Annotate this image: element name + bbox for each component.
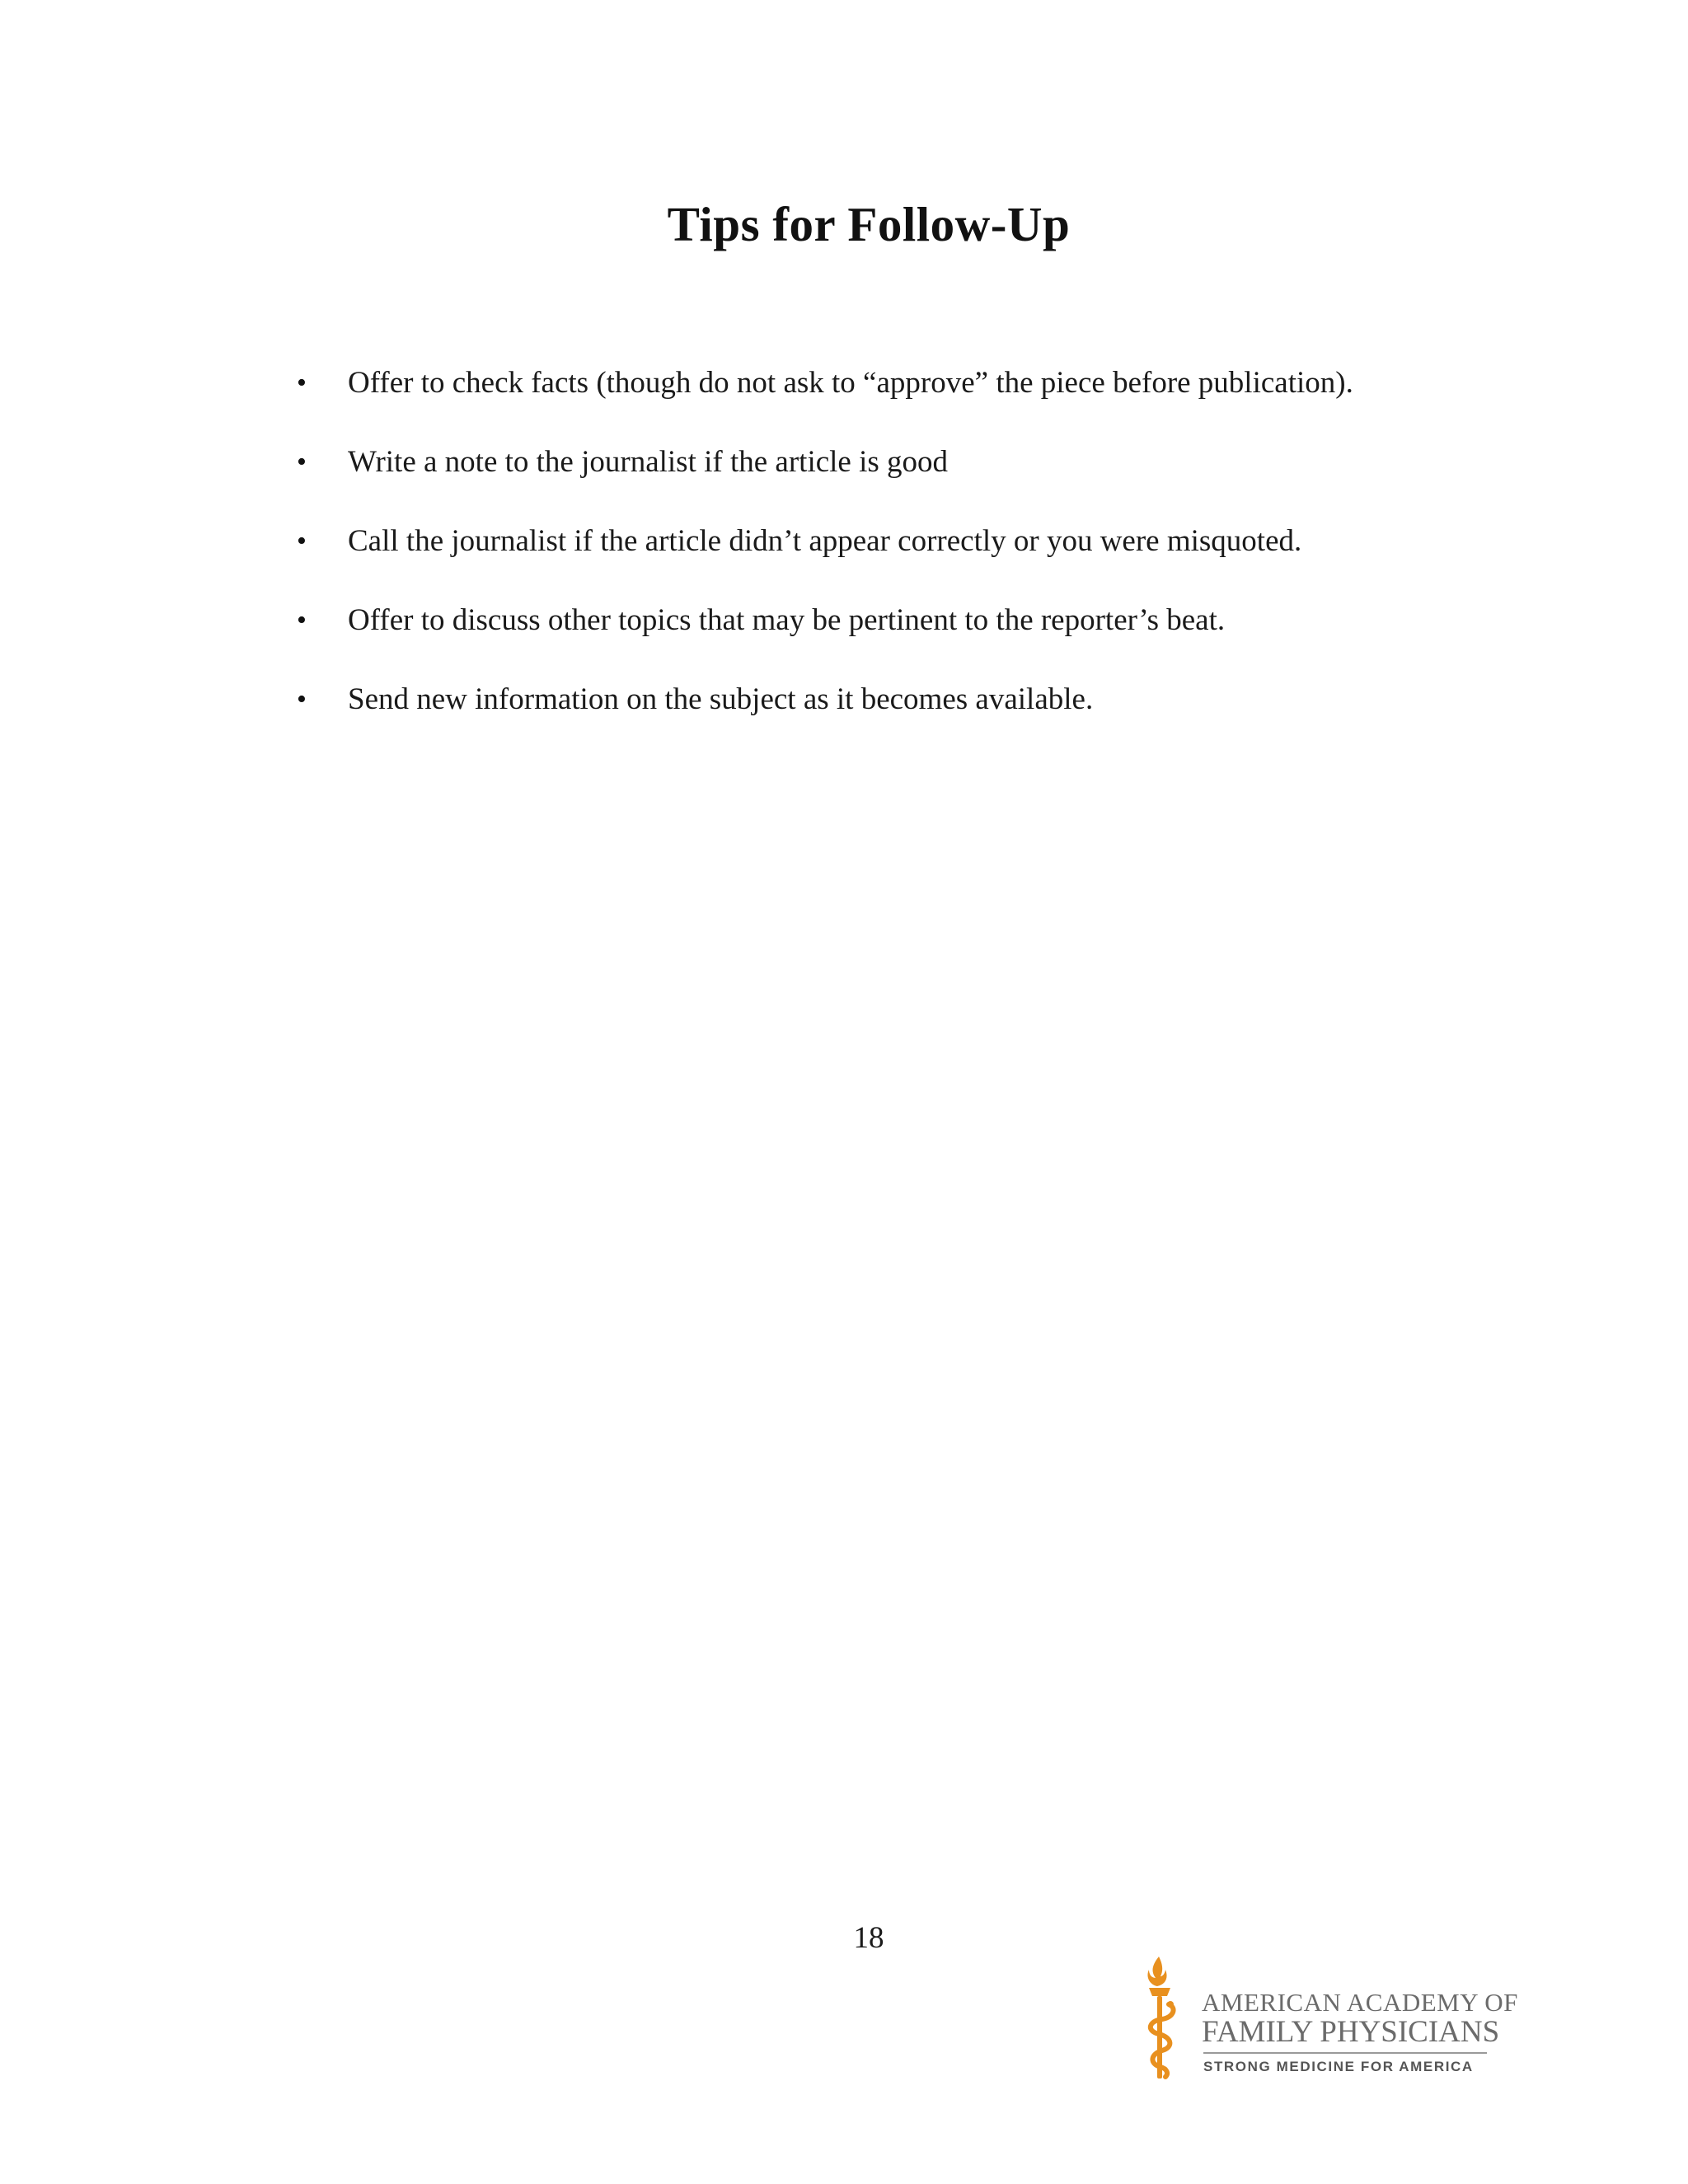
logo-divider <box>1203 2052 1487 2054</box>
bullet-icon: • <box>297 447 307 477</box>
logo-line-2: FAMILY PHYSICIANS <box>1202 2015 1500 2049</box>
logo-line-1: AMERICAN ACADEMY OF <box>1202 1988 1518 2017</box>
page-title: Tips for Follow-Up <box>667 197 1071 251</box>
aafp-logo <box>1141 1953 1518 2085</box>
logo-tagline: STRONG MEDICINE FOR AMERICA <box>1203 2059 1474 2074</box>
bullet-icon: • <box>297 605 307 635</box>
list-item <box>297 363 1582 442</box>
bullet-icon: • <box>297 526 307 556</box>
list-item <box>297 521 1582 600</box>
bullet-icon: • <box>297 368 307 398</box>
torch-caduceus-icon <box>1141 1953 1184 2085</box>
list-item <box>297 679 1582 758</box>
bullet-icon: • <box>297 684 307 715</box>
list-item <box>297 600 1582 679</box>
list-item <box>297 442 1582 521</box>
tip-text: Offer to check facts (though do not ask to “approve” the piece before publication). <box>348 366 1353 400</box>
tip-text: Call the journalist if the article didn’t appear correctly or you were misquoted. <box>348 524 1302 558</box>
tip-text: Write a note to the journalist if the article is good <box>348 445 949 479</box>
tip-text: Offer to discuss other topics that may be pertinent to the reporter’s beat. <box>348 603 1226 637</box>
tip-text: Send new information on the subject as it becomes available. <box>348 682 1094 716</box>
page-number: 18 <box>853 1921 884 1955</box>
tips-list <box>297 363 1582 758</box>
